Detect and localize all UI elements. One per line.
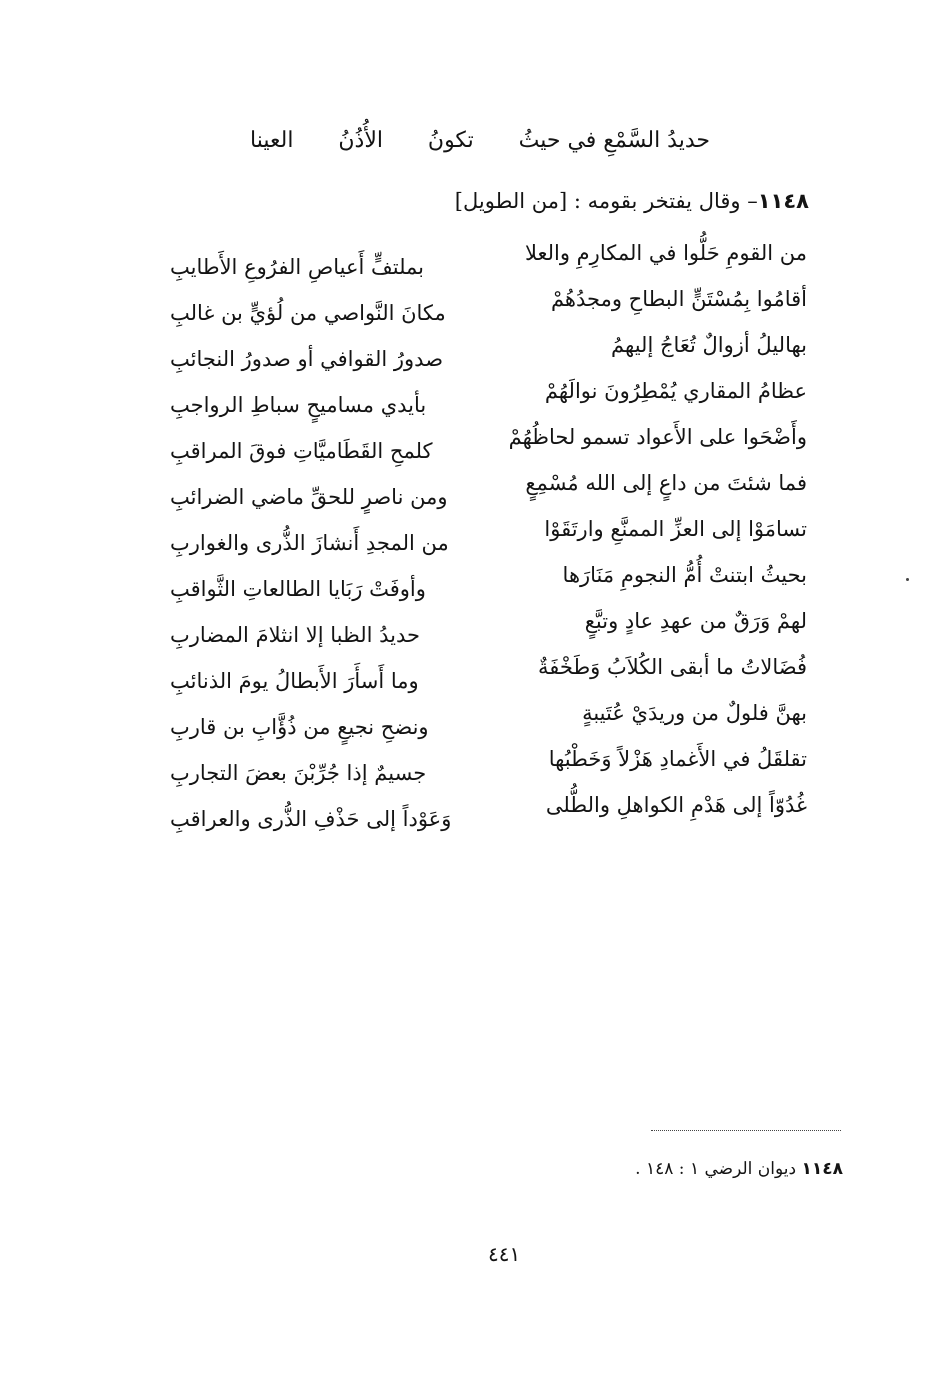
verse-first-hemistich: بهنَّ فلولٌ من وريدَيْ عُتَيبةٍ xyxy=(582,701,807,725)
page-number: ٤٤١ xyxy=(488,1242,521,1266)
verse-first-hemistich: عظامُ المقاري يُمْطِرُونَ نوالَهُمْ xyxy=(544,379,807,403)
verse-second-hemistich: مكانَ النَّواصي من لُؤيٍّ بن غالبِ xyxy=(170,301,446,325)
verse-first-hemistich: من القومِ حَلُّوا في المكارِمِ والعلا xyxy=(524,241,807,265)
opening-verse-part-1: حديدُ السَّمْعِ في حيثُ xyxy=(518,128,710,153)
verse-first-hemistich: وأَضْحَوا على الأَعواد تسمو لحاظُهُمْ xyxy=(508,425,807,449)
verse-first-hemistich: تسامَوْا إلى العزِّ الممنَّعِ وارتَقَوْا xyxy=(544,517,807,541)
poem-heading xyxy=(455,184,809,218)
verse-second-hemistich: جسيمٌ إذا جُرِّبْنَ بعضَ التجاربِ xyxy=(170,761,427,785)
verse-second-hemistich: ونضحِ نجيعٍ من ذُؤَّابِ بن قاربِ xyxy=(170,715,429,739)
verse-first-hemistich: تقلقَلُ في الأَغمادِ هَزْلاً وَخَطْبُها xyxy=(548,747,807,771)
verse-second-hemistich: وَعَوْداً إلى حَذْفِ الذُّرى والعراقبِ xyxy=(170,807,452,831)
opening-verse-part-2: تكونُ xyxy=(427,128,474,153)
verse-first-hemistich: بهاليلُ أزوالٌ تُعَاجُ إليهمُ xyxy=(611,333,807,357)
verse-first-hemistich: بحيثُ ابتنتْ أُمُّ النجومِ مَنَارَها xyxy=(562,563,807,587)
footnote-separator xyxy=(651,1130,841,1131)
verse-first-hemistich: فما شئتَ من داعٍ إلى الله مُسْمِعٍ xyxy=(525,471,807,495)
verse-second-hemistich: ومن ناصرٍ للحقِّ ماضي الضرائبِ xyxy=(170,485,448,509)
verse-second-hemistich: بملتفٍّ أَعياصِ الفرُوعِ الأَطايبِ xyxy=(170,255,425,279)
verse-first-hemistich: لهمْ وَرَقٌ من عهدِ عادٍ وتبَّعٍ xyxy=(584,609,807,633)
verse-first-hemistich: فُضَالاتُ ما أبقى الكُلاَبُ وَطَخْفَةٌ xyxy=(538,655,807,679)
footnote xyxy=(635,1156,843,1182)
verse-second-hemistich: من المجدِ أَنشازَ الذُّرى والغواربِ xyxy=(170,531,449,555)
verse-first-hemistich: غُدُوّاً إلى هَدْمِ الكواهلِ والطُّلى xyxy=(545,793,807,817)
margin-dot xyxy=(906,578,909,581)
verse-second-hemistich: وما أَسأَرَ الأَبطالُ يومَ الذنائبِ xyxy=(170,669,419,693)
poem-number: ١١٤٨ xyxy=(757,189,809,213)
verse-second-hemistich: بأيدي مساميحٍ سباطِ الرواجبِ xyxy=(170,393,427,417)
opening-verse-part-4: العينا xyxy=(250,128,294,153)
opening-verse-line xyxy=(250,124,710,158)
verse-second-hemistich: حديدُ الظبا إلا انثلامَ المضاربِ xyxy=(170,623,421,647)
footnote-text: ديوان الرضي ١ : ١٤٨ . xyxy=(635,1159,797,1179)
verse-second-hemistich: صدورُ القوافي أو صدورُ النجائبِ xyxy=(170,347,444,371)
verse-first-hemistich: أقامُوا بِمُسْتَنٍّ البطاحِ ومجدُهُمْ xyxy=(550,287,807,311)
poem-heading-text: – وقال يفتخر بقومه : [من الطويل] xyxy=(454,189,758,213)
verse-second-hemistich: وأوفَتْ رَبَايا الطالعاتِ الثَّواقبِ xyxy=(170,577,426,601)
footnote-number: ١١٤٨ xyxy=(801,1159,843,1179)
opening-verse-part-3: الأُذُنُ xyxy=(338,128,383,153)
verse-second-hemistich: كلمحِ القَطَاميَّاتِ فوقَ المراقبِ xyxy=(170,439,433,463)
